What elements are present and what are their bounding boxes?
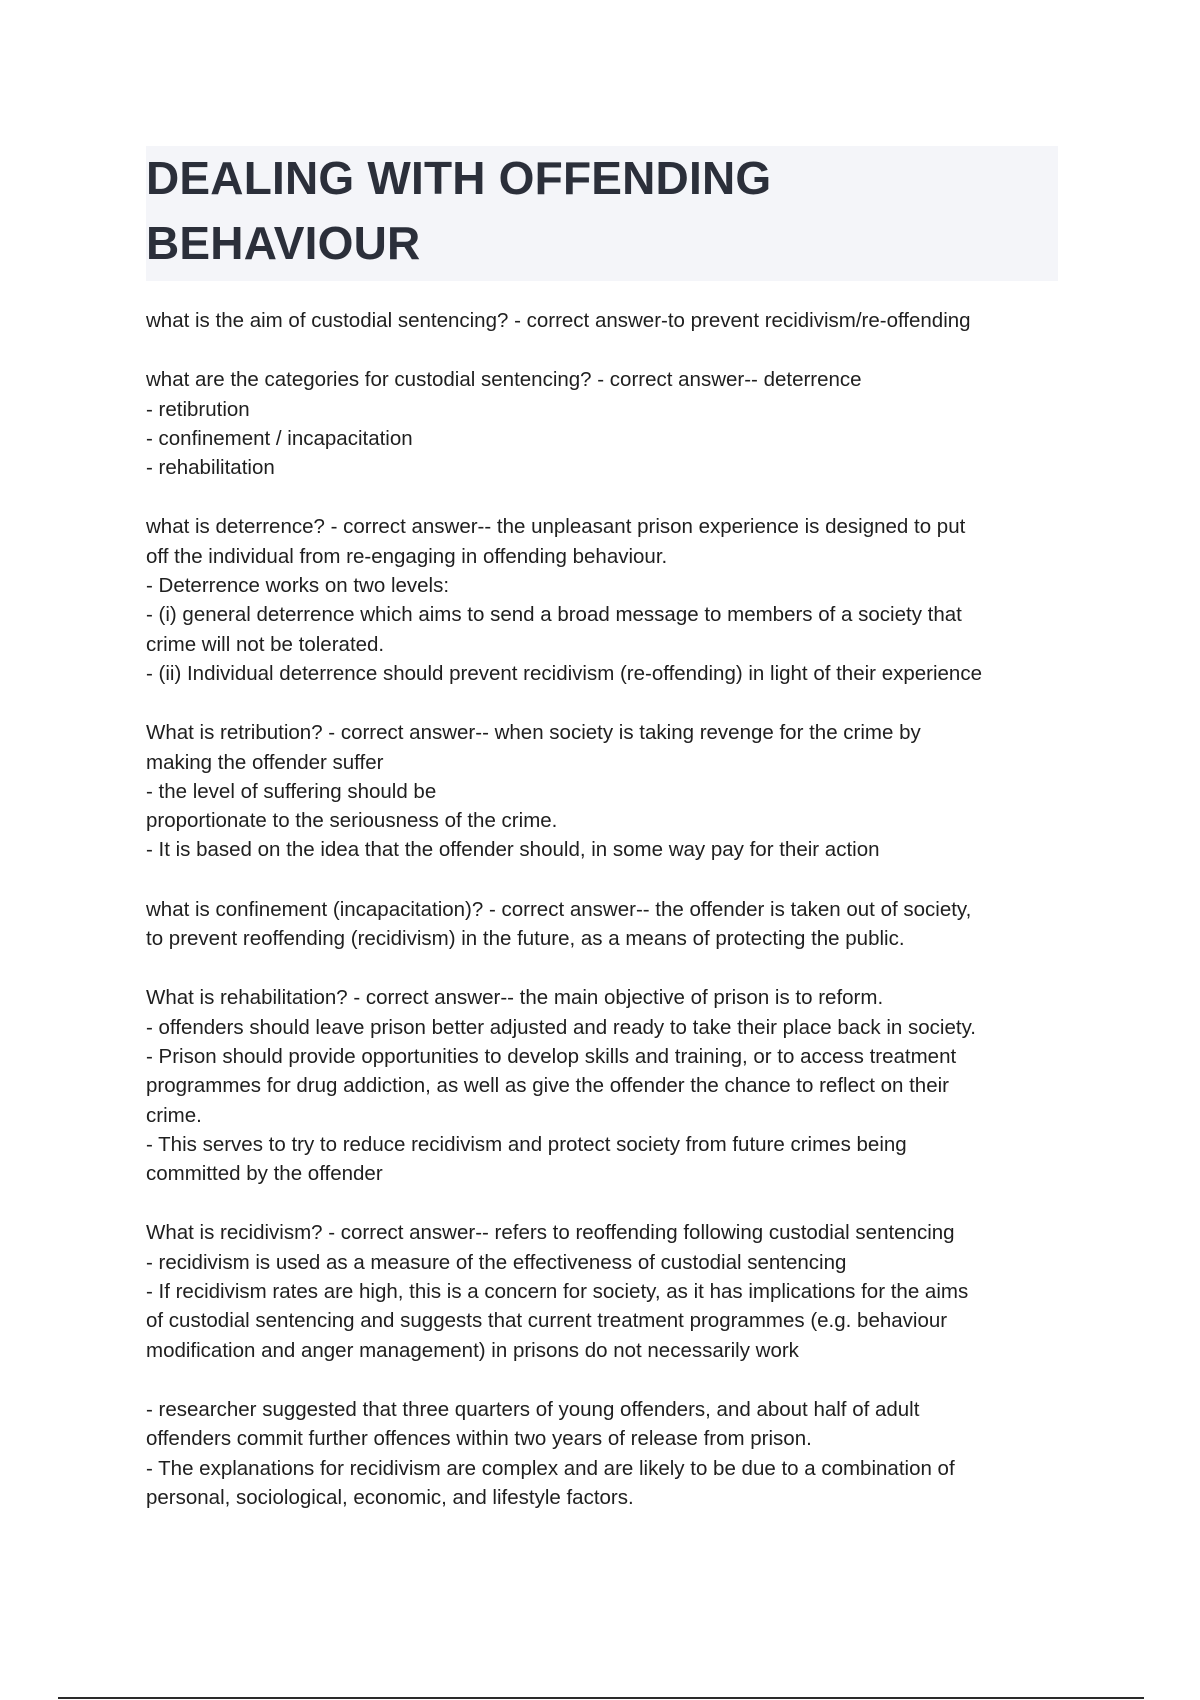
text-line: offenders commit further offences within two years of release from prison. <box>146 1427 812 1451</box>
text-line: - offenders should leave prison better adjusted and ready to take their place back in society. <box>146 1015 976 1039</box>
text-line: programmes for drug addiction, as well as give the offender the chance to reflect on their <box>146 1074 949 1098</box>
footer-divider <box>58 1697 1144 1699</box>
text-line: - (i) general deterrence which aims to send a broad message to members of a society that <box>146 603 962 627</box>
text-line: what is deterrence? - correct answer-- the unpleasant prison experience is designed to put <box>146 515 966 539</box>
qa-content <box>146 306 1066 1542</box>
page-title <box>146 146 1058 276</box>
text-line: to prevent reoffending (recidivism) in the future, as a means of protecting the public. <box>146 927 905 951</box>
text-line: of custodial sentencing and suggests that current treatment programmes (e.g. behaviour <box>146 1309 948 1333</box>
qa-entry-deterrence <box>146 512 1066 688</box>
text-line: - rehabilitation <box>146 456 275 480</box>
text-line: making the offender suffer <box>146 750 384 774</box>
text-line: what is confinement (incapacitation)? - correct answer-- the offender is taken out of society, <box>146 897 972 921</box>
text-line: - (ii) Individual deterrence should prevent recidivism (re-offending) in light of their experience <box>146 661 982 685</box>
qa-entry-categories <box>146 365 1066 482</box>
text-line: - Deterrence works on two levels: <box>146 574 450 598</box>
text-line: crime will not be tolerated. <box>146 632 385 656</box>
text-line: - The explanations for recidivism are complex and are likely to be due to a combination of <box>146 1456 955 1480</box>
qa-entry-confinement <box>146 895 1066 954</box>
text-line: What is recidivism? - correct answer-- refers to reoffending following custodial sentencing <box>146 1221 955 1245</box>
text-line: off the individual from re-engaging in offending behaviour. <box>146 544 668 568</box>
qa-entry-recidivism <box>146 1218 1066 1364</box>
text-line: crime. <box>146 1103 202 1127</box>
text-line: - This serves to try to reduce recidivism and protect society from future crimes being <box>146 1132 907 1156</box>
text-line: - confinement / incapacitation <box>146 426 413 450</box>
text-line: What is rehabilitation? - correct answer-- the main objective of prison is to reform. <box>146 986 884 1010</box>
qa-entry-retribution <box>146 718 1066 864</box>
text-line: - retibrution <box>146 397 250 421</box>
text-line: - Prison should provide opportunities to develop skills and training, or to access treatment <box>146 1044 957 1068</box>
title-line: BEHAVIOUR <box>146 217 421 269</box>
text-line: What is retribution? - correct answer-- when society is taking revenge for the crime by <box>146 721 921 745</box>
qa-entry-rehabilitation <box>146 983 1066 1188</box>
text-line: committed by the offender <box>146 1162 383 1186</box>
text-line: proportionate to the seriousness of the crime. <box>146 809 558 833</box>
text-line: - If recidivism rates are high, this is a concern for society, as it has implications for the aims <box>146 1280 969 1304</box>
qa-entry-recidivism-research <box>146 1395 1066 1512</box>
text-line: - It is based on the idea that the offender should, in some way pay for their action <box>146 838 880 862</box>
text-line: - recidivism is used as a measure of the effectiveness of custodial sentencing <box>146 1250 847 1274</box>
title-banner <box>146 146 1058 281</box>
text-line: what are the categories for custodial sentencing? - correct answer-- deterrence <box>146 368 862 392</box>
text-line: what is the aim of custodial sentencing? - correct answer-to prevent recidivism/re-offending <box>146 309 971 332</box>
qa-entry-custodial-aim <box>146 306 1066 335</box>
text-line: personal, sociological, economic, and lifestyle factors. <box>146 1485 634 1509</box>
text-line: - researcher suggested that three quarters of young offenders, and about half of adult <box>146 1397 920 1421</box>
text-line: modification and anger management) in prisons do not necessarily work <box>146 1338 799 1362</box>
text-line: - the level of suffering should be <box>146 779 437 803</box>
title-line: DEALING WITH OFFENDING <box>146 152 772 204</box>
